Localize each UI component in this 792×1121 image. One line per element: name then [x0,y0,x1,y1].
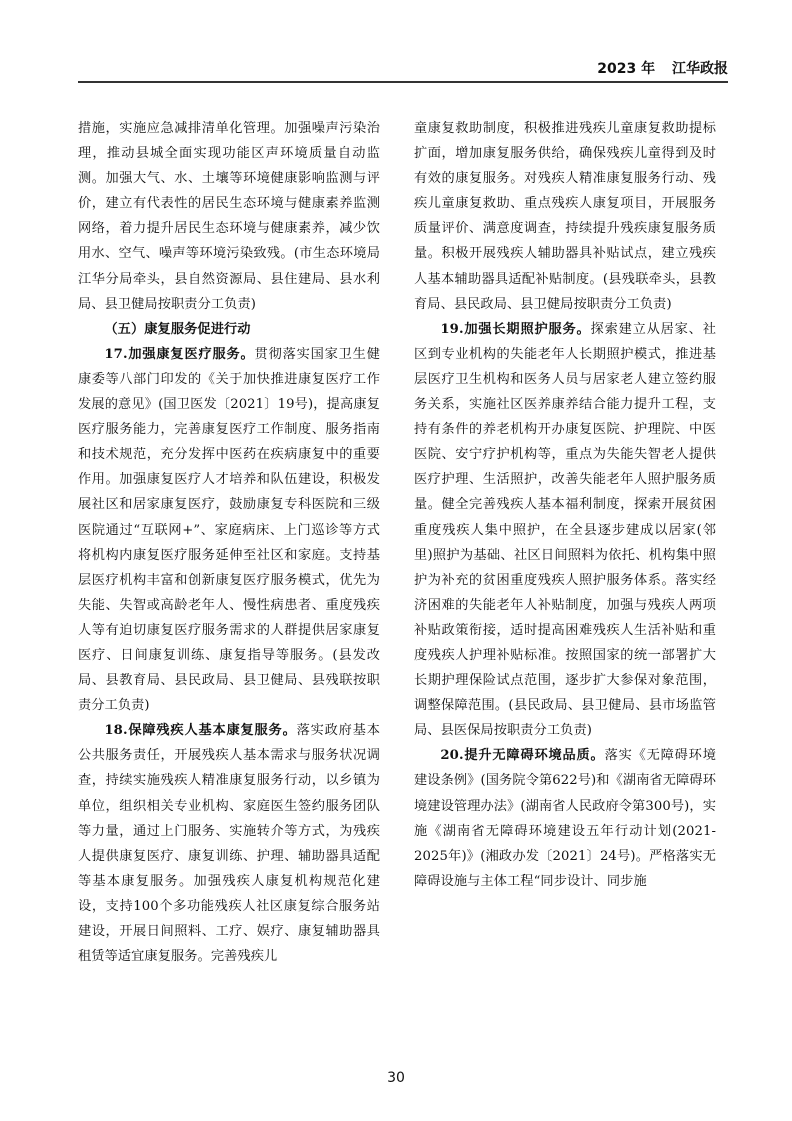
item-20-title: 20.提升无障碍环境品质。 [440,748,605,764]
subsection-heading-rehab: （五）康复服务促进行动 [104,321,251,337]
paragraph-item-17 [78,342,380,718]
item-17-body: 贯彻落实国家卫生健康委等八部门印发的《关于加快推进康复医疗工作发展的意见》(国卫医发〔2021〕19号)，提高康复医疗服务能力，完善康复医疗工作制度、服务指南和技术规范，充分发挥中医药在疾病康复中的重要作用。加强康复医疗人才培养和队伍建设，积极发展社区和居家康复医疗，鼓励康复专科医院和三级医院通过“互联网+”、家庭病床、上门巡诊等方式将机构内康复医疗服务延伸至社区和家庭。支持基层医疗机构丰富和创新康复医疗服务模式，优先为失能、失智或高龄老年人、慢性病患者、重度残疾人等有迫切康复医疗服务需求的人群提供居家康复医疗、日间康复训练、康复指导等服务。(县发改局、县教育局、县民政局、县卫健局、县残联按职责分工负责) [78,346,380,714]
paragraph-item-18 [78,718,380,969]
item-18-body: 落实政府基本公共服务责任，开展残疾人基本需求与服务状况调查，持续实施残疾人精准康复服务行动，以乡镇为单位，组织相关专业机构、家庭医生签约服务团队等力量，通过上门服务、实施转介等方式，为残疾人提供康复医疗、康复训练、护理、辅助器具适配等基本康复服务。加强残疾人康复机构规范化建设，支持100个多功能残疾人社区康复综合服务站建设，开展日间照料、工疗、娱疗、康复辅助器具租赁等适宜康复服务。完善残疾儿 [78,723,380,965]
paragraph-item-20 [414,743,716,894]
paragraph-item-19 [414,317,716,744]
paragraph-continued-measures: 措施，实施应急减排清单化管理。加强噪声污染治理，推动县城全面实现功能区声环境质量自动监测。加强大气、水、土壤等环境健康影响监测与评价，建立有代表性的居民生态环境与健康素养监测网络，着力提升居民生态环境与健康素养，减少饮用水、空气、噪声等环境污染致残。(市生态环境局江华分局牵头，县自然资源局、县住建局、县水利局、县卫健局按职责分工负责) [78,121,380,312]
item-19-title: 19.加强长期照护服务。 [440,321,591,337]
item-20-body: 落实《无障碍环境建设条例》(国务院令第622号)和《湖南省无障碍环境建设管理办法》(湖南省人民政府令第300号)，实施《湖南省无障碍环境建设五年行动计划(2021-2025年)》(湘政办发〔2021〕24号)。严格落实无障碍设施与主体工程“同步设计、同步施 [414,748,716,889]
header-publication-title: 江华政报 [672,61,728,77]
header-year: 2023 年 [597,61,656,77]
page-number: 30 [387,1070,405,1086]
item-19-body: 探索建立从居家、社区到专业机构的失能老年人长期照护模式，推进基层医疗卫生机构和医务人员与居家老人建立签约服务关系，实施社区医养康养结合能力提升工程，支持有条件的养老机构开办康复医院、护理院、中医医院、安宁疗护机构等，重点为失能失智老人提供医疗护理、生活照护，改善失能老年人照护服务质量。健全完善残疾人基本福利制度，探索开展贫困重度残疾人集中照护，在全县逐步建成以居家(邻里)照护为基础、社区日间照料为依托、机构集中照护为补充的贫困重度残疾人照护服务体系。落实经济困难的失能老年人补贴制度，加强与残疾人两项补贴政策衔接，适时提高困难残疾人生活补贴和重度残疾人护理补贴标准。按照国家的统一部署扩大长期护理保险试点范围，逐步扩大参保对象范围，调整保障范围。(县民政局、县卫健局、县市场监管局、县医保局按职责分工负责) [414,321,716,739]
paragraph-continued-children-rehab: 童康复救助制度，积极推进残疾儿童康复救助提标扩面，增加康复服务供给，确保残疾儿童得到及时有效的康复服务。对残疾人精准康复服务行动、残疾儿童康复救助、重点残疾人康复项目，开展服务质量评价、满意度调查，持续提升残疾康复服务质量。积极开展残疾人辅助器具补贴试点，建立残疾人基本辅助器具适配补贴制度。(县残联牵头，县教育局、县民政局、县卫健局按职责分工负责) [414,121,716,312]
page-header [78,58,728,80]
left-column [78,116,380,965]
item-17-title: 17.加强康复医疗服务。 [104,346,255,362]
item-18-title: 18.保障残疾人基本康复服务。 [104,723,297,739]
header-rule [78,81,728,83]
right-column [414,116,716,889]
